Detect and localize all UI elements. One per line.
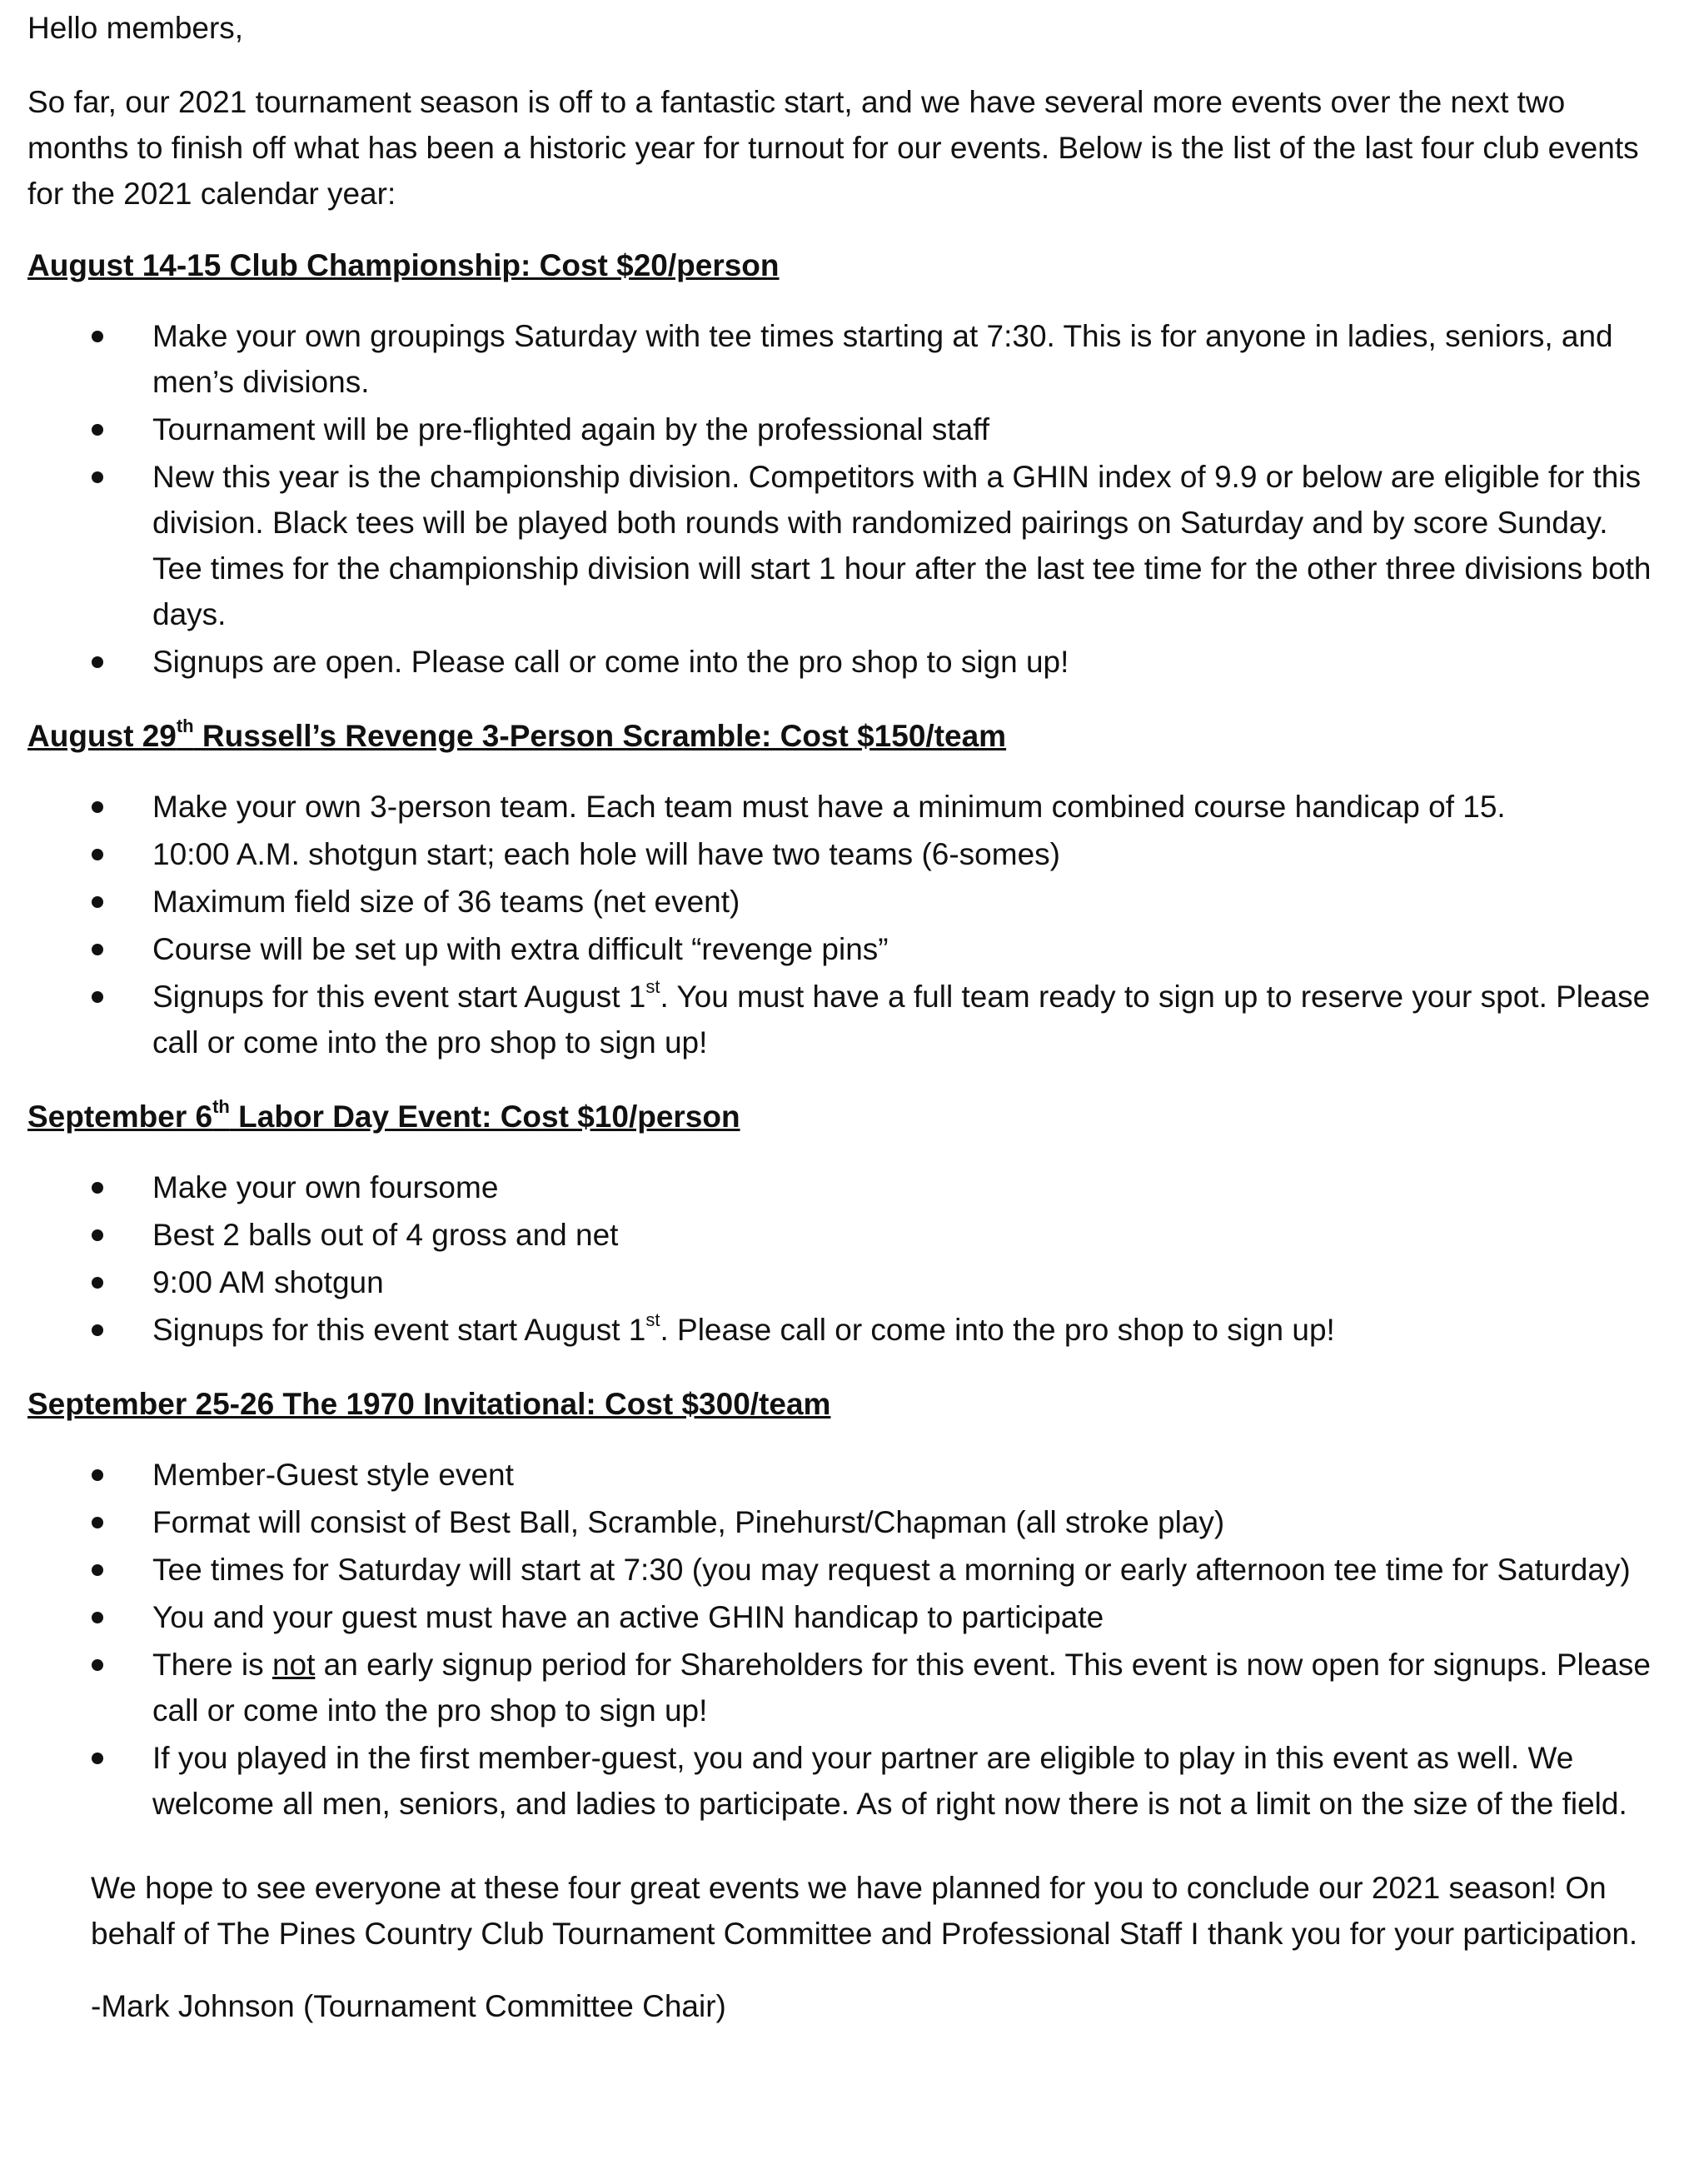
event-list-labor-day (27, 1164, 1660, 1353)
list-item: New this year is the championship division. Competitors with a GHIN index of 9.9 or below are eligible for this division. Black tees will be played both rounds with randomized pairings on Saturday and by score Sunday. Tee times for the championship division will start 1 hour after the last tee time for the other three divisions both days. (27, 454, 1660, 637)
list-item: Signups are open. Please call or come into the pro shop to sign up! (27, 639, 1660, 685)
list-item: Tournament will be pre-flighted again by the professional staff (27, 406, 1660, 452)
list-item: There is not an early signup period for Shareholders for this event. This event is now open for signups. Please call or come into the pro shop to sign up! (27, 1642, 1660, 1733)
list-item: Member-Guest style event (27, 1452, 1660, 1498)
event-heading-labor-day: September 6th Labor Day Event: Cost $10/person (27, 1095, 740, 1134)
list-item: Signups for this event start August 1st. Please call or come into the pro shop to sign up! (27, 1307, 1660, 1353)
list-item: Make your own groupings Saturday with tee times starting at 7:30. This is for anyone in ladies, seniors, and men’s divisions. (27, 313, 1660, 405)
list-item: Maximum field size of 36 teams (net event) (27, 879, 1660, 925)
event-heading-club-championship: August 14-15 Club Championship: Cost $20/person (27, 248, 780, 282)
list-item: 10:00 A.M. shotgun start; each hole will have two teams (6-somes) (27, 831, 1660, 877)
closing-paragraph: We hope to see everyone at these four great events we have planned for you to conclude our 2021 season! On behalf of The Pines Country Club Tournament Committee and Professional Staff I thank you for your participation. (91, 1871, 1638, 1951)
list-item: If you played in the first member-guest, you and your partner are eligible to play in this event as well. We welcome all men, seniors, and ladies to participate. As of right now there is not a limit on the size of the field. (27, 1735, 1660, 1827)
event-list-russells-revenge (27, 784, 1660, 1065)
list-item: You and your guest must have an active GHIN handicap to participate (27, 1594, 1660, 1640)
list-item: Course will be set up with extra difficult “revenge pins” (27, 926, 1660, 972)
closing-section (27, 1865, 1660, 2029)
event-heading-1970-invitational: September 25-26 The 1970 Invitational: Cost $300/team (27, 1387, 831, 1421)
list-item: 9:00 AM shotgun (27, 1259, 1660, 1305)
greeting: Hello members, (27, 11, 244, 45)
letter-document (27, 5, 1660, 2029)
underlined-not: not (272, 1648, 316, 1682)
list-item: Tee times for Saturday will start at 7:30 (you may request a morning or early afternoon tee time for Saturday) (27, 1547, 1660, 1593)
event-heading-russells-revenge: August 29th Russell’s Revenge 3-Person Scramble: Cost $150/team (27, 715, 1007, 753)
list-item: Make your own 3-person team. Each team must have a minimum combined course handicap of 15. (27, 784, 1660, 830)
event-list-1970-invitational (27, 1452, 1660, 1827)
list-item: Signups for this event start August 1st. You must have a full team ready to sign up to reserve your spot. Please call or come into the pro shop to sign up! (27, 974, 1660, 1065)
list-item: Format will consist of Best Ball, Scramble, Pinehurst/Chapman (all stroke play) (27, 1499, 1660, 1545)
intro-paragraph: So far, our 2021 tournament season is off to a fantastic start, and we have several more events over the next two months to finish off what has been a historic year for turnout for our events. Below is the list of the last four club events for the 2021 calendar year: (27, 85, 1639, 211)
signature: -Mark Johnson (Tournament Committee Chair) (91, 1989, 726, 2023)
event-list-club-championship (27, 313, 1660, 685)
list-item: Best 2 balls out of 4 gross and net (27, 1212, 1660, 1258)
list-item: Make your own foursome (27, 1164, 1660, 1210)
